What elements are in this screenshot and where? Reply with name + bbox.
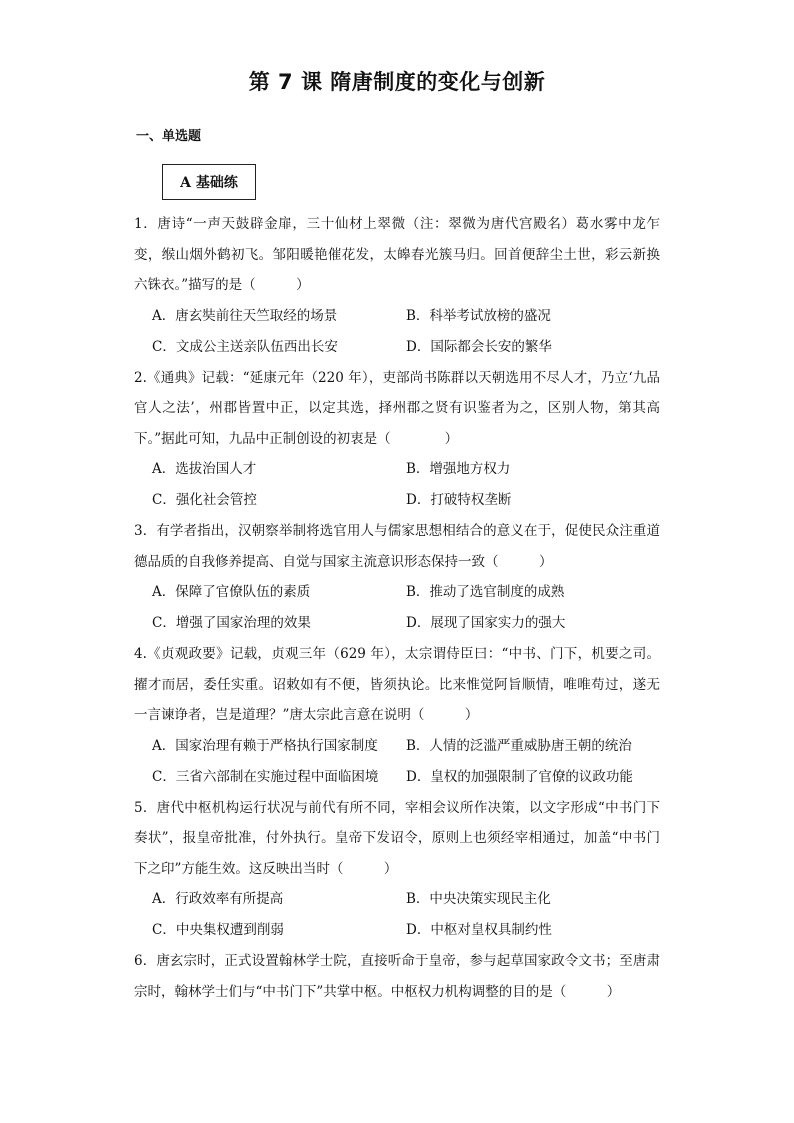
- option-b: B．科举考试放榜的盛况: [406, 307, 551, 324]
- option-c: C．三省六部制在实施过程中面临困境: [152, 768, 379, 785]
- question-text: 4.《贞观政要》记载，贞观三年（629 年），太宗谓侍臣曰：“中书、门下，机要之司。擢才而居，委任实重。诏敕如有不便，皆须执论。比来惟觉阿旨顺情，唯唯苟过，遂无一言谏诤者，岂是道理？”唐太宗此言意在说明（ ）: [134, 646, 660, 723]
- page-title: 第 7 课 隋唐制度的变化与创新: [248, 70, 546, 94]
- option-a: A．行政效率有所提高: [152, 891, 284, 907]
- question-text: 3．有学者指出，汉朝察举制将选官用人与儒家思想相结合的意义在于，促使民众注重道德品质的自我修养提高、自觉与国家主流意识形态保持一致（ ）: [134, 523, 660, 570]
- question-3: [134, 516, 660, 639]
- option-b: B．人情的泛滥严重威胁唐王朝的统治: [406, 737, 632, 754]
- option-d: D．打破特权垄断: [406, 492, 512, 508]
- question-1: [134, 209, 660, 363]
- option-a: A．国家治理有赖于严格执行国家制度: [152, 737, 378, 754]
- question-text: 2.《通典》记载：“延康元年（220 年），吏部尚书陈群以天朝选用不尽人才，乃立‘九品官人之法’，州郡皆置中正，以定其选，择州郡之贤有识鉴者为之，区别人物，第其高下。”据此可知，九品中正制创设的初衷是（ ）: [134, 369, 660, 447]
- question-options: [134, 731, 660, 793]
- question-6: [134, 946, 660, 1007]
- option-a: A．保障了官僚队伍的素质: [152, 584, 311, 600]
- option-d: D．展现了国家实力的强大: [406, 615, 566, 631]
- option-d: D．国际都会长安的繁华: [406, 338, 552, 355]
- option-b: B．推动了选官制度的成熟: [406, 584, 565, 600]
- question-options: [134, 454, 660, 516]
- option-a: A．选拔治国人才: [152, 461, 257, 477]
- question-list: [134, 209, 660, 1007]
- option-b: B．中央决策实现民主化: [406, 891, 551, 907]
- question-text: 5．唐代中枢机构运行状况与前代有所不同，宰相会议所作决策，以文字形成“中书门下奏状”，报皇帝批准，付外执行。皇帝下发诏令，原则上也须经宰相通过，加盖“中书门下之印”方能生效。这反映出当时（ ）: [134, 799, 660, 877]
- question-5: [134, 793, 660, 947]
- option-c: C．文成公主送亲队伍西出长安: [152, 338, 338, 355]
- option-c: C．中央集权遭到削弱: [152, 922, 284, 938]
- question-options: [134, 301, 660, 363]
- option-b: B．增强地方权力: [406, 461, 511, 477]
- level-label-box: A 基础练: [162, 164, 256, 200]
- option-a: A．唐玄奘前往天竺取经的场景: [152, 307, 338, 324]
- option-c: C．强化社会管控: [152, 492, 257, 508]
- question-text: 1．唐诗“一声天鼓辟金扉，三十仙材上翠微（注：翠微为唐代宫殿名）葛水雾中龙乍变，缑山烟外鹤初飞。邹阳暖艳催花发，太皞春光簇马归。回首便辞尘土世，彩云新换六铢衣。”描写的是（ ）: [134, 216, 660, 293]
- question-2: [134, 363, 660, 517]
- question-text: 6．唐玄宗时，正式设置翰林学士院，直接听命于皇帝，参与起草国家政令文书；至唐肃宗时，翰林学士们与“中书门下”共掌中枢。中枢权力机构调整的目的是（ ）: [134, 953, 660, 1000]
- section-heading: 一、单选题: [136, 129, 202, 144]
- question-4: [134, 639, 660, 793]
- option-d: D．皇权的加强限制了官僚的议政功能: [406, 768, 633, 785]
- option-c: C．增强了国家治理的效果: [152, 615, 311, 631]
- option-d: D．中枢对皇权具制约性: [406, 922, 552, 938]
- question-options: [134, 884, 660, 946]
- question-options: [134, 577, 660, 639]
